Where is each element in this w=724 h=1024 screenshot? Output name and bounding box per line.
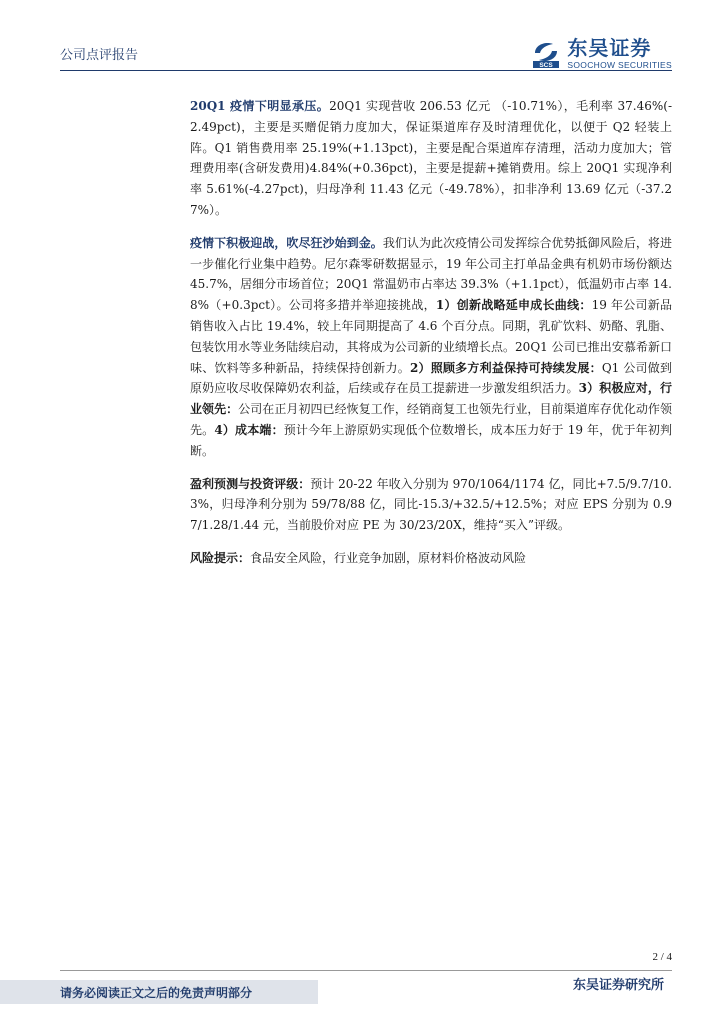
paragraph-forecast <box>190 474 672 536</box>
outlook-text-1: 我们认为此次疫情公司发挥综合优势抵御风险后，将进一步催化行业集中趋势。尼尔森零研数据显示，19 年公司主打单品金典有机奶市场份额达 45.7%，居细分市场首位；20Q1 常温奶市占率达 39.3%（+1.1pct），低温奶市占率 14.8%（+0.3pct）。公司将多措并举迎接挑战， <box>190 235 672 313</box>
outlook-point-4: 4）成本端： <box>214 422 284 437</box>
paragraph-risk <box>190 548 672 569</box>
footer-disclaimer: 请务必阅读正文之后的免责声明部分 <box>60 986 253 1000</box>
outlook-point-1: 1）创新战略延申成长曲线： <box>435 298 592 313</box>
outlook-text-2: 19 年公司新品销售收入占比 19.4%，较上年同期提高了 4.6 个百分点。同期，乳矿饮料、奶酪、乳脂、包装饮用水等业务陆续启动，其将成为公司新的业绩增长点。20Q1 公司已推出安慕希新口味、饮料等多种新品，持续保持创新力。 <box>190 298 672 375</box>
report-body <box>190 96 672 581</box>
outlook-point-3: 3）积极应对，行业领先： <box>190 381 672 417</box>
footer-institute: 东吴证券研究所 <box>572 978 664 993</box>
risk-text: 食品安全风险，行业竞争加剧，原材料价格波动风险 <box>250 550 527 565</box>
logo-company-name: 东吴证券 <box>567 36 652 60</box>
outlook-text-3: Q1 公司做到原奶应收尽收保障奶农利益，后续或存在员工提薪进一步激发组织活力。 <box>190 360 672 396</box>
header-divider <box>60 70 672 71</box>
paragraph-outlook <box>190 233 672 462</box>
logo-company-name-en: SOOCHOW SECURITIES <box>567 60 672 70</box>
footer-divider <box>60 970 672 971</box>
risk-heading: 风险提示： <box>190 550 251 565</box>
page-number: 2 / 4 <box>652 951 672 963</box>
forecast-text: 预计 20-22 年收入分别为 970/1064/1174 亿，同比+7.5/9.7/10.3%，归母净利分别为 59/78/88 亿，同比-15.3/+32.5/+12.5%；对应 EPS 分别为 0.97/1.28/1.44 元，当前股价对应 PE 为 30/23/20X，维持“买入”评级。 <box>190 476 672 533</box>
forecast-heading: 盈利预测与投资评级： <box>190 476 311 491</box>
logo-mark-letters: SCS <box>539 61 554 69</box>
outlook-text-4: 公司在正月初四已经恢复工作，经销商复工也领先行业，目前渠道库存优化动作领先。 <box>190 402 672 437</box>
soochow-logo <box>531 38 672 70</box>
q1-results-text: 20Q1 实现营收 206.53 亿元 （-10.71%），毛利率 37.46%(-2.49pct)，主要是买赠促销力度加大，保证渠道库存及时清理优化，以便于 Q2 轻装上阵。Q1 销售费用率 25.19%(+1.13pct)，主要是配合渠道库存清理，活动力度加大；管理费用率(含研发费用)4.84%(+0.36pct)，主要是提薪+摊销费用。综上 20Q1 实现净利率 5.61%(-4.27pct)，归母净利 11.43 亿元（-49.78%），扣非净利 13.69 亿元（-37.27%）。 <box>190 99 673 217</box>
outlook-text-5: 预计今年上游原奶实现低个位数增长，成本压力好于 19 年，优于年初判断。 <box>190 422 672 458</box>
outlook-heading: 疫情下积极迎战，吹尽狂沙始到金。 <box>190 235 383 250</box>
paragraph-q1-results <box>190 96 672 221</box>
outlook-point-2: 2）照顾多方利益保持可持续发展： <box>409 360 602 375</box>
soochow-logo-mark-icon <box>531 39 561 69</box>
report-category: 公司点评报告 <box>60 48 139 63</box>
q1-results-heading: 20Q1 疫情下明显承压。 <box>190 99 330 113</box>
